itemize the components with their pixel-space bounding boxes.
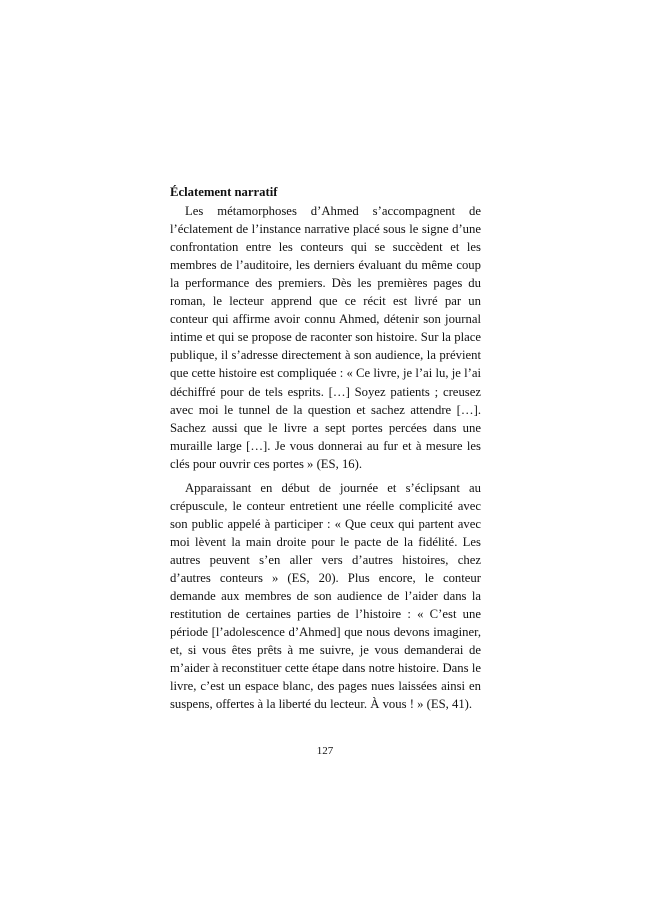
- paragraph-2: Apparaissant en début de journée et s’éclipsant au crépuscule, le conteur entretient une réelle complicité avec son public appelé à participer : « Que ceux qui partent avec moi lèvent la main droite pour le pacte de la fidélité. Les autres peuvent s’en aller vers d’autres histoires, chez d’autres conteurs » (ES, 20). Plus encore, le conteur demande aux membres de son audience de l’aider dans la restitution de certaines parties de l’histoire : « C’est une période [l’adolescence d’Ahmed] que nous devons imaginer, et, si vous êtes prêts à me suivre, je vous demanderai de m’aider à reconstituer cette étape dans notre histoire. Dans le livre, c’est un espace blanc, des pages nues laissées ainsi en suspens, offertes à la liberté du lecteur. À vous ! » (ES, 41).: [170, 480, 481, 712]
- paragraph-1: Les métamorphoses d’Ahmed s’accompagnent de l’éclatement de l’instance narrative placé sous le signe d’une confrontation entre les conteurs qui se succèdent et les membres de l’auditoire, les derniers évaluant du même coup la performance des premiers. Dès les premières pages du roman, le lecteur apprend que ce récit est livré par un conteur qui affirme avoir connu Ahmed, détenir son journal intime et qui se propose de raconter son histoire. Sur la place publique, il s’adresse directement à son audience, la prévient que cette histoire est compliquée : « Ce livre, je l’ai lu, je l’ai déchiffré pour de tels esprits. […] Soyez patients ; creusez avec moi le tunnel de la question et sachez attendre […]. Sachez aussi que le livre a sept portes percées dans une muraille large […]. Je vous donnerai au fur et à mesure les clés pour ouvrir ces portes » (ES, 16).: [170, 204, 481, 471]
- text-block: [170, 183, 481, 713]
- page-number: 127: [316, 745, 334, 757]
- section-heading: Éclatement narratif: [170, 185, 278, 199]
